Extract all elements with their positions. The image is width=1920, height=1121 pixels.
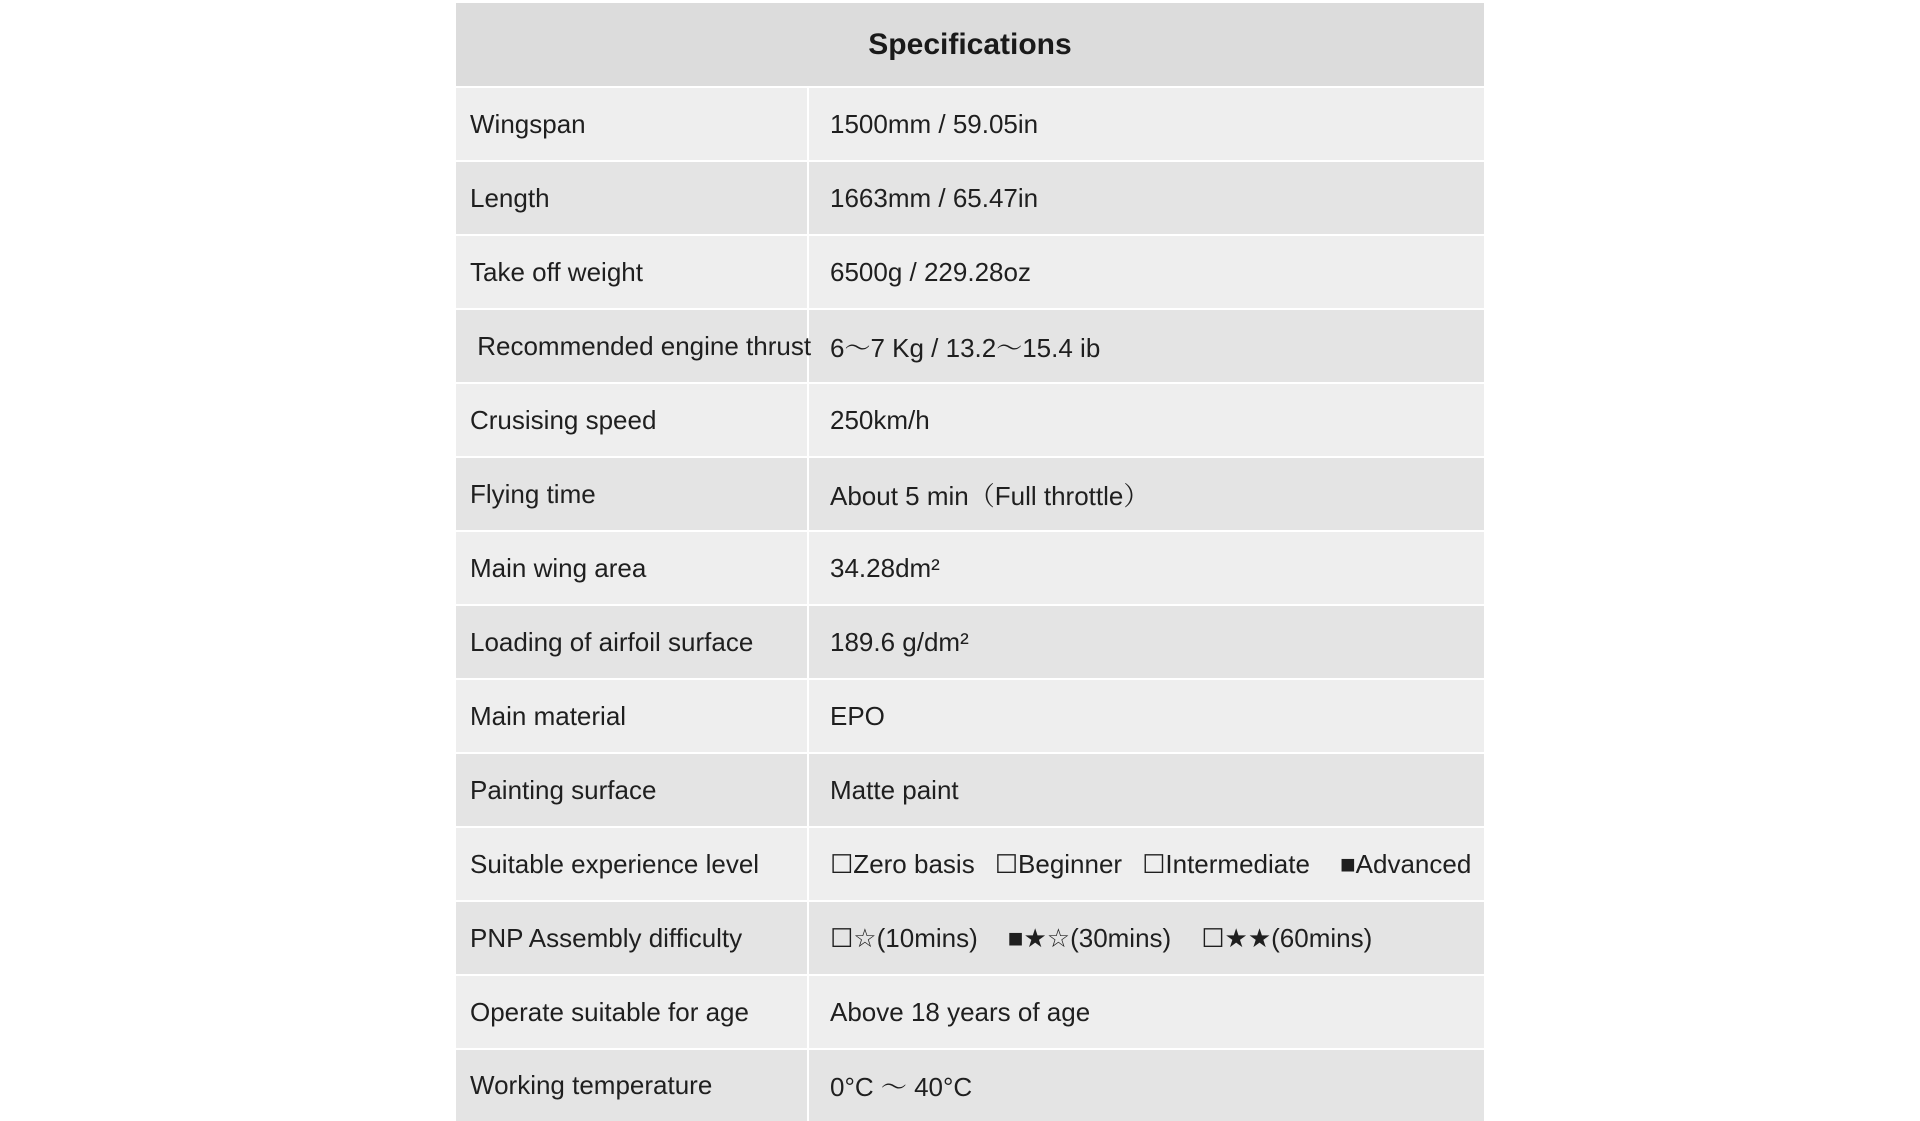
row-value-painting-surface: Matte paint	[830, 774, 959, 805]
row-label-length: Length	[456, 162, 809, 234]
row-value-working-temperature: 0°C ～ 40°C	[830, 1072, 973, 1102]
row-label-assembly-difficulty: PNP Assembly difficulty	[456, 902, 809, 974]
table-row	[456, 976, 1484, 1050]
table-row	[456, 1050, 1484, 1121]
row-value-takeoff-weight: 6500g / 229.28oz	[830, 256, 1031, 287]
row-label-experience-level: Suitable experience level	[456, 828, 809, 900]
option-beginner: ☐Beginner	[994, 848, 1123, 879]
table-row	[456, 384, 1484, 458]
table-row	[456, 162, 1484, 236]
table-row	[456, 236, 1484, 310]
table-row	[456, 754, 1484, 828]
specifications-table	[456, 3, 1484, 1121]
row-value-experience-level	[809, 828, 1484, 900]
table-row	[456, 532, 1484, 606]
row-value-suitable-age: Above 18 years of age	[830, 996, 1091, 1027]
row-label-main-material: Main material	[456, 680, 809, 752]
row-value-engine-thrust: 6～7 Kg / 13.2～15.4 ib	[830, 332, 1101, 363]
row-label-airfoil-loading: Loading of airfoil surface	[456, 606, 809, 678]
table-row	[456, 88, 1484, 162]
row-label-working-temperature: Working temperature	[456, 1050, 809, 1121]
table-row	[456, 458, 1484, 532]
table-row	[456, 902, 1484, 976]
row-label-flying-time: Flying time	[456, 458, 809, 530]
option-intermediate: ☐Intermediate	[1142, 848, 1310, 879]
row-value-flying-time: About 5 min（Full throttle）	[830, 480, 1150, 511]
option-advanced: ■Advanced	[1339, 848, 1472, 879]
table-row	[456, 606, 1484, 680]
option-zero-basis: ☐Zero basis	[830, 848, 975, 879]
row-value-cruising-speed: 250km/h	[830, 404, 930, 435]
row-label-cruising-speed: Crusising speed	[456, 384, 809, 456]
table-row	[456, 680, 1484, 754]
table-row	[456, 310, 1484, 384]
row-value-airfoil-loading: 189.6 g/dm²	[830, 626, 969, 657]
row-value-main-wing-area: 34.28dm²	[830, 552, 940, 583]
row-label-engine-thrust: Recommended engine thrust	[456, 310, 809, 382]
row-value-wingspan: 1500mm / 59.05in	[830, 108, 1039, 139]
row-label-main-wing-area: Main wing area	[456, 532, 809, 604]
option-difficulty-30mins: ■★☆(30mins)	[1007, 922, 1172, 953]
row-label-wingspan: Wingspan	[456, 88, 809, 160]
table-title: Specifications	[456, 3, 1484, 88]
option-difficulty-10mins: ☐☆(10mins)	[830, 922, 978, 953]
row-label-takeoff-weight: Take off weight	[456, 236, 809, 308]
table-row	[456, 828, 1484, 902]
row-label-painting-surface: Painting surface	[456, 754, 809, 826]
option-difficulty-60mins: ☐★★(60mins)	[1201, 922, 1373, 953]
row-value-assembly-difficulty	[809, 902, 1484, 974]
row-label-suitable-age: Operate suitable for age	[456, 976, 809, 1048]
row-value-length: 1663mm / 65.47in	[830, 182, 1039, 213]
row-value-main-material: EPO	[830, 700, 885, 731]
